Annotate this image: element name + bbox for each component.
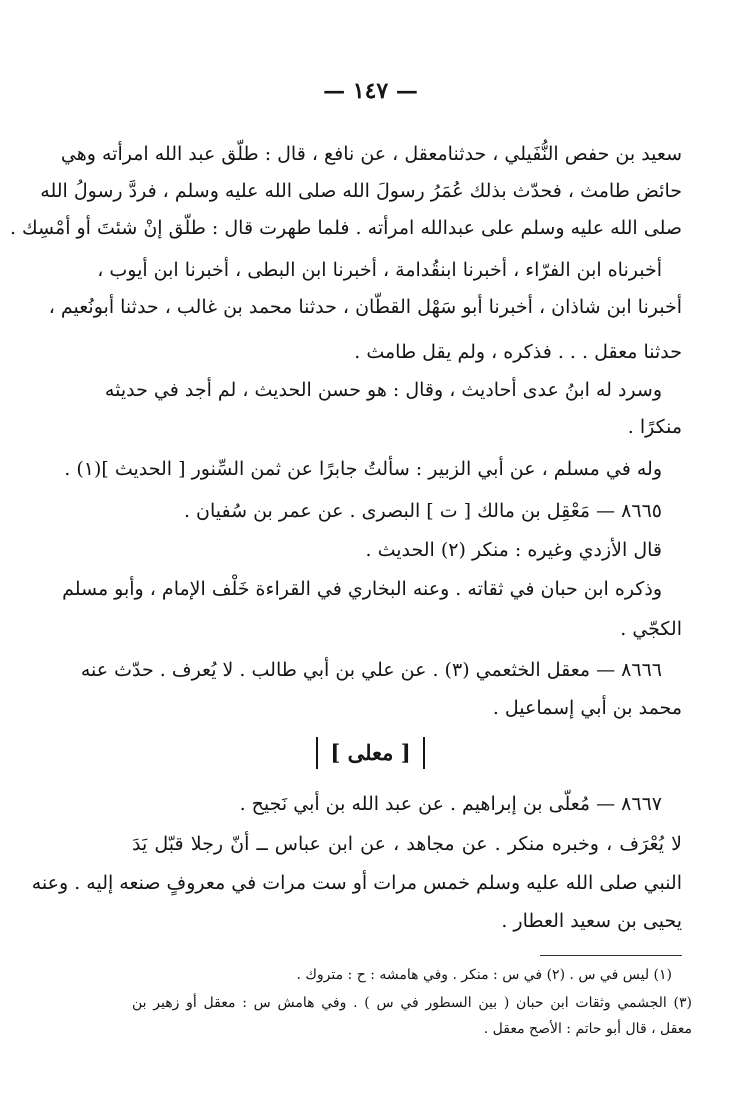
entry-8665: ٨٦٦٥ — مَعْقِل بن مالك [ ت ] البصرى . عن عمر بن سُفيان . bbox=[183, 500, 662, 522]
text-line: أخبرناه ابن الفرّاء ، أخبرنا ابنقُدامة ، أخبرنا ابن البطى ، أخبرنا ابن أيوب ، bbox=[97, 259, 662, 281]
text-line: محمد بن أبي إسماعيل . bbox=[492, 697, 682, 719]
text-line: وذكره ابن حبان في ثقاته . وعنه البخاري في القراءة خَلْف الإمام ، وأبو مسلم bbox=[62, 578, 662, 600]
text-line: قال الأزدي وغيره : منكر (٢) الحديث . bbox=[365, 539, 662, 561]
footnote: (٣) الجشمي وثقات ابن حبان ( بين السطور في س ) . وفي هامش س : معقل أو زهير بن bbox=[132, 995, 692, 1011]
page-number: — ١٤٧ — bbox=[323, 78, 418, 104]
text-line: حدثنا معقل . . . فذكره ، ولم يقل طامث . bbox=[354, 341, 682, 363]
text-line: وله في مسلم ، عن أبي الزبير : سألتُ جابرًا عن ثمن السِّنور [ الحديث ](١) . bbox=[64, 458, 662, 480]
text-line: لا يُعْرَف ، وخبره منكر . عن مجاهد ، عن ابن عباس ــ أنّ رجلا قبّل يَدَ bbox=[132, 833, 682, 855]
text-line: سعيد بن حفص النُّفَيلي ، حدثنامعقل ، عن نافع ، قال : طلّق عبد الله امرأته وهي bbox=[60, 143, 682, 165]
entry-8666: ٨٦٦٦ — معقل الخثعمي (٣) . عن علي بن أبي طالب . لا يُعرف . حدّث عنه bbox=[80, 659, 662, 681]
section-heading-label: [ معلى ] bbox=[316, 737, 424, 769]
text-line: حائض طامث ، فحدّث بذلك عُمَرُ رسولَ الله صلى الله عليه وسلم ، فردَّ رسولُ الله bbox=[40, 180, 682, 202]
footnote: معقل ، قال أبو حاتم : الأصح معقل . bbox=[483, 1021, 692, 1037]
section-heading bbox=[0, 737, 741, 769]
text-line: الكجّي . bbox=[620, 618, 682, 640]
text-line: يحيى بن سعيد العطار . bbox=[501, 910, 682, 932]
entry-8667: ٨٦٦٧ — مُعلّى بن إبراهيم . عن عبد الله بن أبي نَجيح . bbox=[239, 793, 662, 815]
text-line: النبي صلى الله عليه وسلم خمس مرات أو ست مرات في معروفٍ صنعه إليه . وعنه bbox=[31, 872, 682, 894]
text-line: منكرًا . bbox=[627, 416, 682, 438]
footnote-divider bbox=[540, 955, 682, 956]
footnote: (١) ليس في س . (٢) في س : منكر . وفي هامشه : ح : متروك . bbox=[296, 967, 672, 983]
text-line: أخبرنا ابن شاذان ، أخبرنا أبو سَهْل القطّان ، حدثنا محمد بن غالب ، حدثنا أبونُعيم ، bbox=[48, 296, 682, 318]
text-line: صلى الله عليه وسلم على عبدالله امرأته . فلما طهرت قال : طلّق إنْ شئتَ أو أمْسِك . bbox=[9, 217, 682, 239]
text-line: وسرد له ابنُ عدى أحاديث ، وقال : هو حسن الحديث ، لم أجد في حديثه bbox=[104, 379, 662, 401]
